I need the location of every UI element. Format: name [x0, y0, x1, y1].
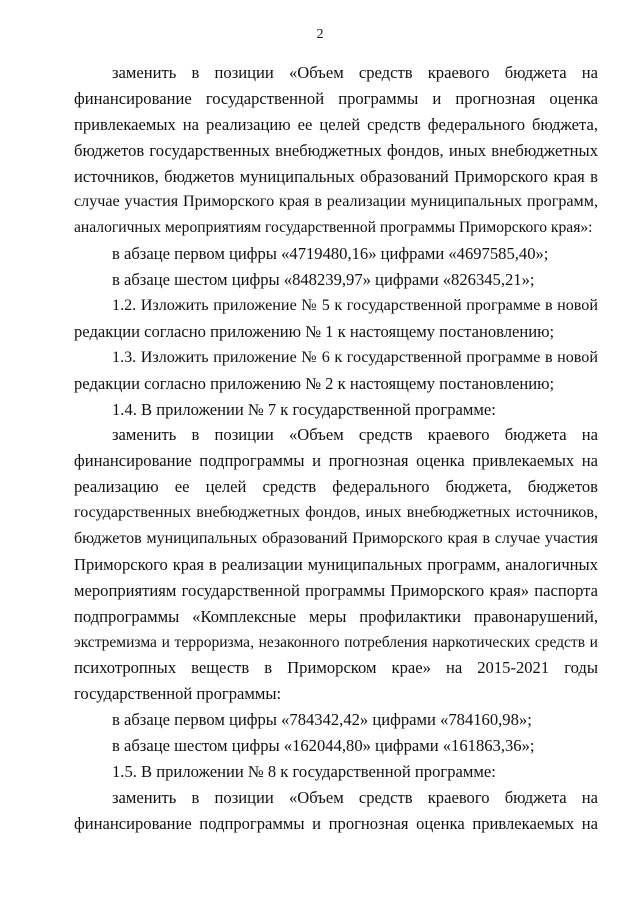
- text-line: в абзаце шестом цифры «162044,80» цифрами «161863,36»;: [112, 736, 535, 756]
- text-line: привлекаемых на реализацию ее целей средств федерального бюджета,: [74, 114, 598, 134]
- text-line: в абзаце первом цифры «784342,42» цифрами «784160,98»;: [112, 710, 532, 730]
- text-line: 1.5. В приложении № 8 к государственной программе:: [112, 762, 496, 782]
- text-line: психотропных веществ в Приморском крае» на 2015-2021 годы: [74, 658, 598, 678]
- page-number: 2: [316, 27, 324, 42]
- text-line: случае участия Приморского края в реализации муниципальных программ,: [74, 193, 598, 211]
- text-line: редакции согласно приложению № 2 к настоящему постановлению;: [74, 373, 555, 393]
- text-line: финансирование подпрограммы и прогнозная оценка привлекаемых на: [74, 813, 598, 833]
- text-line: финансирование подпрограммы и прогнозная оценка привлекаемых на: [74, 451, 598, 471]
- text-line: бюджетов государственных внебюджетных фондов, иных внебюджетных: [74, 140, 598, 160]
- document-body: [74, 60, 598, 837]
- text-line: редакции согласно приложению № 1 к настоящему постановлению;: [74, 321, 555, 341]
- text-line: заменить в позиции «Объем средств краевого бюджета на: [112, 787, 598, 807]
- text-line: 1.2. Изложить приложение № 5 к государственной программе в новой: [112, 297, 598, 315]
- text-line: экстремизма и терроризма, незаконного потребления наркотических средств и: [74, 633, 598, 651]
- text-line: государственной программы:: [74, 684, 282, 704]
- text-line: бюджетов муниципальных образований Приморского края в случае участия: [74, 530, 598, 548]
- text-line: 1.4. В приложении № 7 к государственной программе:: [112, 399, 496, 419]
- text-line: финансирование государственной программы и прогнозная оценка: [74, 88, 598, 108]
- text-line: в абзаце шестом цифры «848239,97» цифрами «826345,21»;: [112, 270, 535, 290]
- text-line: в абзаце первом цифры «4719480,16» цифрами «4697585,40»;: [112, 244, 549, 264]
- text-line: заменить в позиции «Объем средств краевого бюджета на: [112, 425, 598, 445]
- text-line: аналогичных мероприятиям государственной программы Приморского края»:: [74, 219, 593, 237]
- text-line: источников, бюджетов муниципальных образований Приморского края в: [74, 166, 598, 186]
- text-line: реализацию ее целей средств федерального бюджета, бюджетов: [74, 477, 598, 497]
- text-line: заменить в позиции «Объем средств краевого бюджета на: [112, 63, 598, 82]
- text-line: Приморского края в реализации муниципальных программ, аналогичных: [74, 554, 598, 574]
- text-line: мероприятиям государственной программы Приморского края» паспорта: [74, 580, 598, 600]
- text-line: государственных внебюджетных фондов, иных внебюджетных источников,: [74, 504, 598, 522]
- text-line: подпрограммы «Комплексные меры профилактики правонарушений,: [74, 606, 598, 626]
- text-line: 1.3. Изложить приложение № 6 к государственной программе в новой: [112, 348, 598, 366]
